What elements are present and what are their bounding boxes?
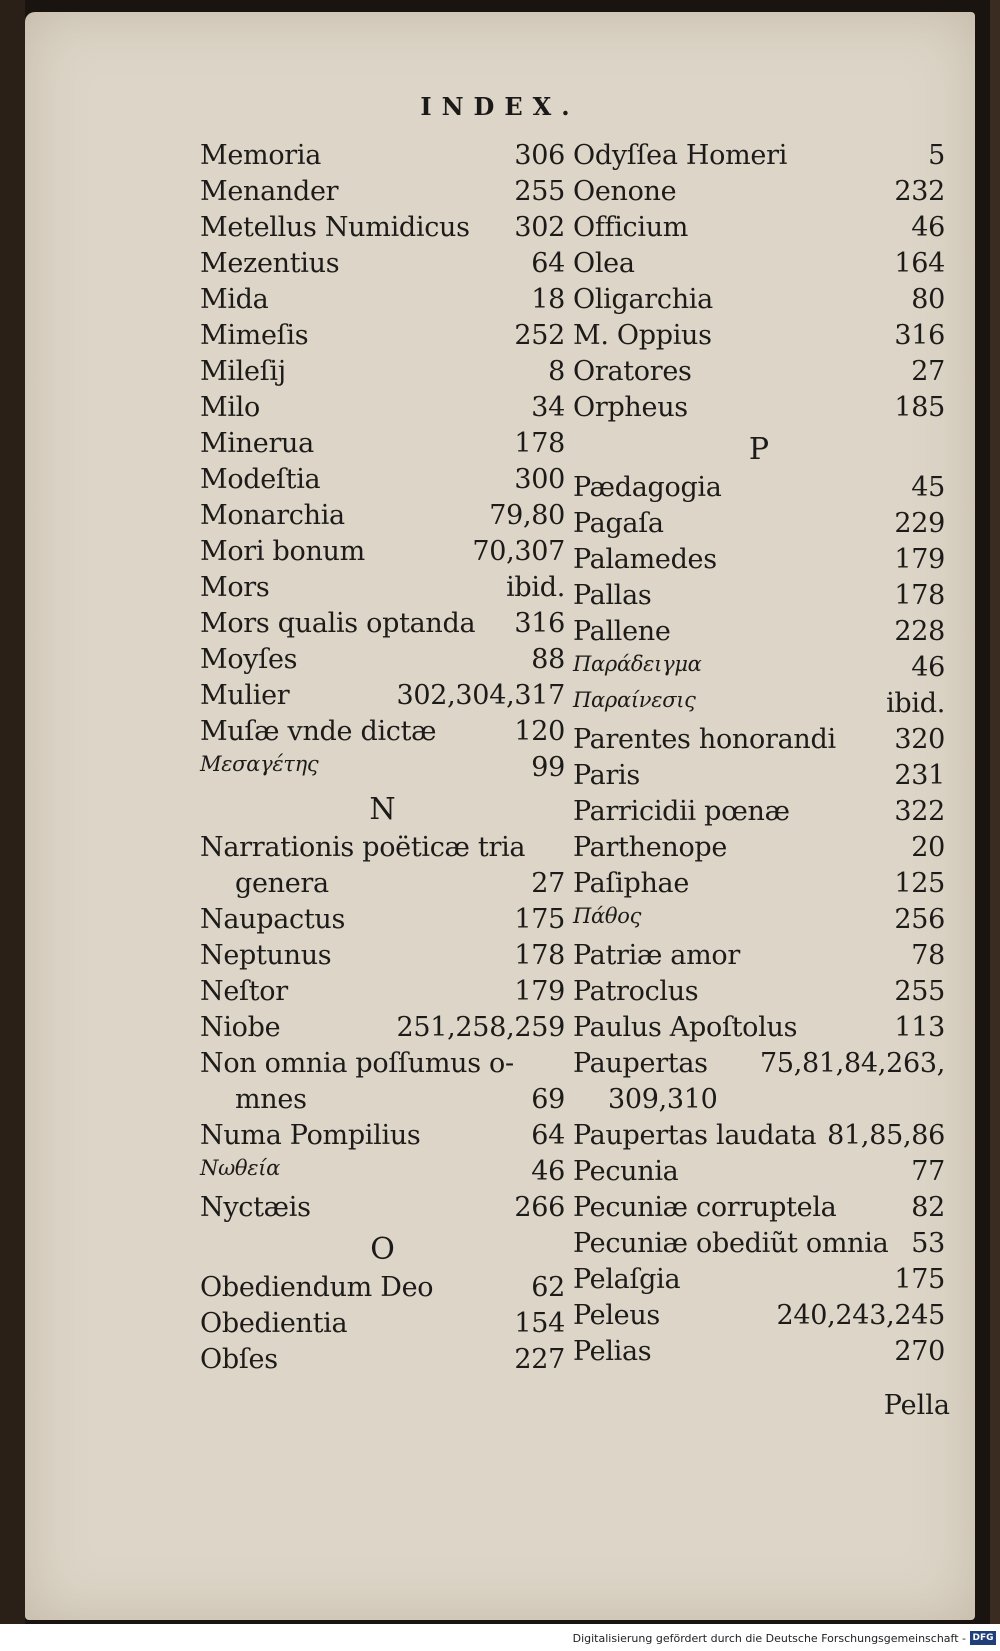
page-edge bbox=[990, 0, 1000, 1651]
index-entry bbox=[573, 1300, 945, 1336]
entry-page-number: 251,258,259 bbox=[396, 1012, 565, 1043]
entry-page-number: 229 bbox=[894, 508, 945, 539]
entry-page-number: 302,304,317 bbox=[396, 680, 565, 711]
index-entry bbox=[573, 472, 945, 508]
entry-term: Oligarchia bbox=[573, 284, 713, 315]
entry-term: Pecuniæ corruptela bbox=[573, 1192, 837, 1223]
entry-term: Μεσαγέτης bbox=[200, 752, 319, 776]
entry-term: Parthenope bbox=[573, 832, 728, 863]
entry-term: Patroclus bbox=[573, 976, 699, 1007]
index-entry bbox=[200, 680, 565, 716]
index-entry bbox=[200, 572, 565, 608]
index-entry bbox=[573, 904, 945, 940]
section-letter: O bbox=[370, 1232, 395, 1267]
entry-page-number: 178 bbox=[894, 580, 945, 611]
index-entry bbox=[200, 608, 565, 644]
entry-term: Narrationis poëticæ tria bbox=[200, 832, 526, 863]
index-entry bbox=[573, 1156, 945, 1192]
entry-term: Pallene bbox=[573, 616, 671, 647]
index-entry bbox=[200, 1084, 565, 1120]
entry-page-number: 113 bbox=[894, 1012, 945, 1043]
index-entry bbox=[573, 212, 945, 248]
index-entry bbox=[200, 536, 565, 572]
index-column-right bbox=[573, 140, 945, 1372]
index-entry bbox=[200, 1120, 565, 1156]
index-entry bbox=[573, 140, 945, 176]
entry-term: Mors qualis optanda bbox=[200, 608, 476, 639]
book-gutter bbox=[0, 0, 25, 1651]
entry-page-number: 178 bbox=[514, 940, 565, 971]
entry-page-number: 179 bbox=[894, 544, 945, 575]
index-entry bbox=[573, 832, 945, 868]
dfg-logo: DFG bbox=[970, 1631, 996, 1645]
index-entry bbox=[573, 320, 945, 356]
entry-page-number: 62 bbox=[531, 1272, 565, 1303]
entry-page-number: 18 bbox=[531, 284, 565, 315]
entry-term: Obedientia bbox=[200, 1308, 348, 1339]
entry-page-number: 322 bbox=[894, 796, 945, 827]
entry-page-number: ibid. bbox=[886, 688, 945, 719]
entry-term: Naupactus bbox=[200, 904, 346, 935]
entry-page-number: 46 bbox=[911, 212, 945, 243]
entry-term: Obediendum Deo bbox=[200, 1272, 434, 1303]
entry-page-number: 252 bbox=[514, 320, 565, 351]
index-entry bbox=[200, 1012, 565, 1048]
entry-term: Minerua bbox=[200, 428, 314, 459]
index-entry bbox=[573, 724, 945, 760]
entry-page-number: 80 bbox=[911, 284, 945, 315]
index-entry bbox=[573, 580, 945, 616]
index-entry bbox=[200, 868, 565, 904]
entry-term: Νωθεία bbox=[200, 1156, 281, 1180]
entry-term: Paupertas laudata bbox=[573, 1120, 817, 1151]
entry-term: Mulier bbox=[200, 680, 290, 711]
page-header: INDEX. bbox=[420, 92, 580, 121]
entry-term: Odyſſea Homeri bbox=[573, 140, 788, 171]
index-column-left bbox=[200, 140, 565, 1380]
index-entry bbox=[200, 832, 565, 868]
index-entry bbox=[200, 320, 565, 356]
entry-page-number: 69 bbox=[531, 1084, 565, 1115]
entry-page-number: ibid. bbox=[506, 572, 565, 603]
index-entry bbox=[573, 1012, 945, 1048]
entry-term: Muſæ vnde dictæ bbox=[200, 716, 437, 747]
index-entry bbox=[200, 140, 565, 176]
index-entry bbox=[573, 544, 945, 580]
index-entry bbox=[573, 1192, 945, 1228]
entry-page-number: 316 bbox=[514, 608, 565, 639]
entry-page-number: 46 bbox=[531, 1156, 565, 1187]
entry-term: Pædagogia bbox=[573, 472, 722, 503]
entry-term: Mezentius bbox=[200, 248, 340, 279]
index-entry bbox=[200, 392, 565, 428]
entry-page-number: 77 bbox=[911, 1156, 945, 1187]
footer-credit: Digitalisierung gefördert durch die Deutsche Forschungsgemeinschaft - bbox=[572, 1632, 966, 1645]
index-entry bbox=[573, 284, 945, 320]
entry-term: Neptunus bbox=[200, 940, 332, 971]
entry-term: Pecuniæ obediũt omnia bbox=[573, 1228, 889, 1259]
entry-page-number: 256 bbox=[894, 904, 945, 935]
entry-page-number: 45 bbox=[911, 472, 945, 503]
entry-page-number: 240,243,245 bbox=[776, 1300, 945, 1331]
entry-term: Milo bbox=[200, 392, 260, 423]
entry-page-number: 64 bbox=[531, 248, 565, 279]
entry-page-number: 255 bbox=[894, 976, 945, 1007]
entry-page-number: 27 bbox=[911, 356, 945, 387]
entry-page-number: 88 bbox=[531, 644, 565, 675]
entry-term: Parricidii pœnæ bbox=[573, 796, 790, 827]
index-entry bbox=[200, 1308, 565, 1344]
entry-term: Mileſij bbox=[200, 356, 286, 387]
entry-term: Monarchia bbox=[200, 500, 345, 531]
entry-page-number: 75,81,84,263, bbox=[759, 1048, 945, 1079]
index-entry bbox=[573, 688, 945, 724]
entry-term: Mori bonum bbox=[200, 536, 365, 567]
entry-page-number: 120 bbox=[514, 716, 565, 747]
index-entry bbox=[573, 1228, 945, 1264]
entry-term: Patriæ amor bbox=[573, 940, 740, 971]
entry-term: Olea bbox=[573, 248, 635, 279]
index-entry bbox=[200, 1344, 565, 1380]
entry-term: Mida bbox=[200, 284, 269, 315]
entry-term: Pecunia bbox=[573, 1156, 679, 1187]
entry-term: Orpheus bbox=[573, 392, 688, 423]
index-entry bbox=[573, 868, 945, 904]
index-entry bbox=[573, 248, 945, 284]
index-entry bbox=[573, 976, 945, 1012]
entry-term: Pelias bbox=[573, 1336, 652, 1367]
entry-page-number: 78 bbox=[911, 940, 945, 971]
entry-page-number: 266 bbox=[514, 1192, 565, 1223]
entry-page-number: 70,307 bbox=[472, 536, 565, 567]
entry-page-number: 306 bbox=[514, 140, 565, 171]
entry-page-number: 8 bbox=[548, 356, 565, 387]
index-entry bbox=[200, 356, 565, 392]
index-entry bbox=[573, 392, 945, 428]
entry-term: Neſtor bbox=[200, 976, 288, 1007]
entry-page-number: 270 bbox=[894, 1336, 945, 1367]
entry-page-number: 53 bbox=[911, 1228, 945, 1259]
entry-page-number: 255 bbox=[514, 176, 565, 207]
entry-term: Modeſtia bbox=[200, 464, 321, 495]
entry-term: Niobe bbox=[200, 1012, 281, 1043]
index-entry bbox=[200, 940, 565, 976]
index-entry bbox=[200, 464, 565, 500]
entry-term: Memoria bbox=[200, 140, 322, 171]
entry-term: Pelaſgia bbox=[573, 1264, 681, 1295]
index-entry bbox=[200, 284, 565, 320]
index-entry bbox=[200, 976, 565, 1012]
section-letter: N bbox=[369, 792, 396, 827]
entry-page-number: 27 bbox=[531, 868, 565, 899]
index-entry bbox=[200, 1192, 565, 1228]
index-entry bbox=[573, 940, 945, 976]
entry-term: Pallas bbox=[573, 580, 652, 611]
entry-term: Officium bbox=[573, 212, 689, 243]
entry-term: Metellus Numidicus bbox=[200, 212, 470, 243]
index-entry bbox=[573, 652, 945, 688]
entry-term: Παραίνεσις bbox=[573, 688, 696, 712]
index-entry bbox=[573, 1120, 945, 1156]
entry-page-number: 320 bbox=[894, 724, 945, 755]
index-entry bbox=[573, 1336, 945, 1372]
entry-term: Numa Pompilius bbox=[200, 1120, 421, 1151]
entry-page-number: 99 bbox=[531, 752, 565, 783]
entry-page-number: 185 bbox=[894, 392, 945, 423]
index-entry bbox=[200, 428, 565, 464]
index-entry bbox=[200, 904, 565, 940]
entry-term: Menander bbox=[200, 176, 339, 207]
entry-page-number: 46 bbox=[911, 652, 945, 683]
entry-page-number: 81,85,86 bbox=[827, 1120, 945, 1151]
index-entry bbox=[200, 1048, 565, 1084]
entry-term: Moyſes bbox=[200, 644, 298, 675]
entry-term: Peleus bbox=[573, 1300, 660, 1331]
entry-term: genera bbox=[235, 868, 329, 899]
index-entry bbox=[200, 644, 565, 680]
entry-page-number: 20 bbox=[911, 832, 945, 863]
entry-term: Paulus Apoſtolus bbox=[573, 1012, 798, 1043]
entry-page-number: 302 bbox=[514, 212, 565, 243]
entry-page-number: 5 bbox=[928, 140, 945, 171]
entry-term: Non omnia poſſumus o- bbox=[200, 1048, 514, 1079]
entry-term: Nyctæis bbox=[200, 1192, 311, 1223]
entry-term: Oratores bbox=[573, 356, 692, 387]
entry-term: Obſes bbox=[200, 1344, 278, 1375]
entry-page-number: 175 bbox=[514, 904, 565, 935]
index-entry bbox=[200, 716, 565, 752]
entry-page-number: 316 bbox=[894, 320, 945, 351]
entry-term: Paris bbox=[573, 760, 640, 791]
entry-term: Pagaſa bbox=[573, 508, 664, 539]
index-entry bbox=[200, 248, 565, 284]
entry-page-number: 227 bbox=[514, 1344, 565, 1375]
index-entry bbox=[573, 616, 945, 652]
entry-page-number: 154 bbox=[514, 1308, 565, 1339]
entry-page-number: 34 bbox=[531, 392, 565, 423]
index-entry bbox=[573, 796, 945, 832]
index-entry bbox=[200, 212, 565, 248]
index-entry bbox=[573, 508, 945, 544]
catchword: Pella bbox=[883, 1390, 950, 1421]
entry-page-number: 179 bbox=[514, 976, 565, 1007]
entry-term: Paupertas bbox=[573, 1048, 708, 1079]
entry-page-number: 125 bbox=[894, 868, 945, 899]
entry-page-number: 164 bbox=[894, 248, 945, 279]
entry-term: Paſiphae bbox=[573, 868, 690, 899]
entry-page-number: 175 bbox=[894, 1264, 945, 1295]
section-letter: P bbox=[748, 432, 770, 467]
entry-term: mnes bbox=[235, 1084, 307, 1115]
entry-page-number: 231 bbox=[894, 760, 945, 791]
entry-term: Mors bbox=[200, 572, 270, 603]
entry-page-number: 228 bbox=[894, 616, 945, 647]
entry-page-number: 64 bbox=[531, 1120, 565, 1151]
entry-term: Oenone bbox=[573, 176, 677, 207]
index-entry bbox=[573, 760, 945, 796]
index-entry bbox=[200, 176, 565, 212]
entry-page-number: 82 bbox=[911, 1192, 945, 1223]
entry-page-number: 79,80 bbox=[489, 500, 565, 531]
entry-page-number: 178 bbox=[514, 428, 565, 459]
index-entry bbox=[200, 752, 565, 788]
index-entry bbox=[200, 1272, 565, 1308]
entry-term: 309,310 bbox=[608, 1084, 718, 1115]
index-entry bbox=[200, 500, 565, 536]
entry-term: Mimeſis bbox=[200, 320, 309, 351]
entry-page-number: 300 bbox=[514, 464, 565, 495]
entry-term: M. Oppius bbox=[573, 320, 712, 351]
index-entry bbox=[573, 176, 945, 212]
entry-page-number: 232 bbox=[894, 176, 945, 207]
index-entry bbox=[573, 1264, 945, 1300]
entry-term: Parentes honorandi bbox=[573, 724, 836, 755]
index-entry bbox=[573, 1048, 945, 1084]
index-entry bbox=[573, 356, 945, 392]
entry-term: Palamedes bbox=[573, 544, 717, 575]
index-entry bbox=[200, 1156, 565, 1192]
index-entry bbox=[573, 1084, 945, 1120]
entry-term: Παράδειγμα bbox=[573, 652, 702, 676]
entry-term: Πάθος bbox=[573, 904, 642, 928]
